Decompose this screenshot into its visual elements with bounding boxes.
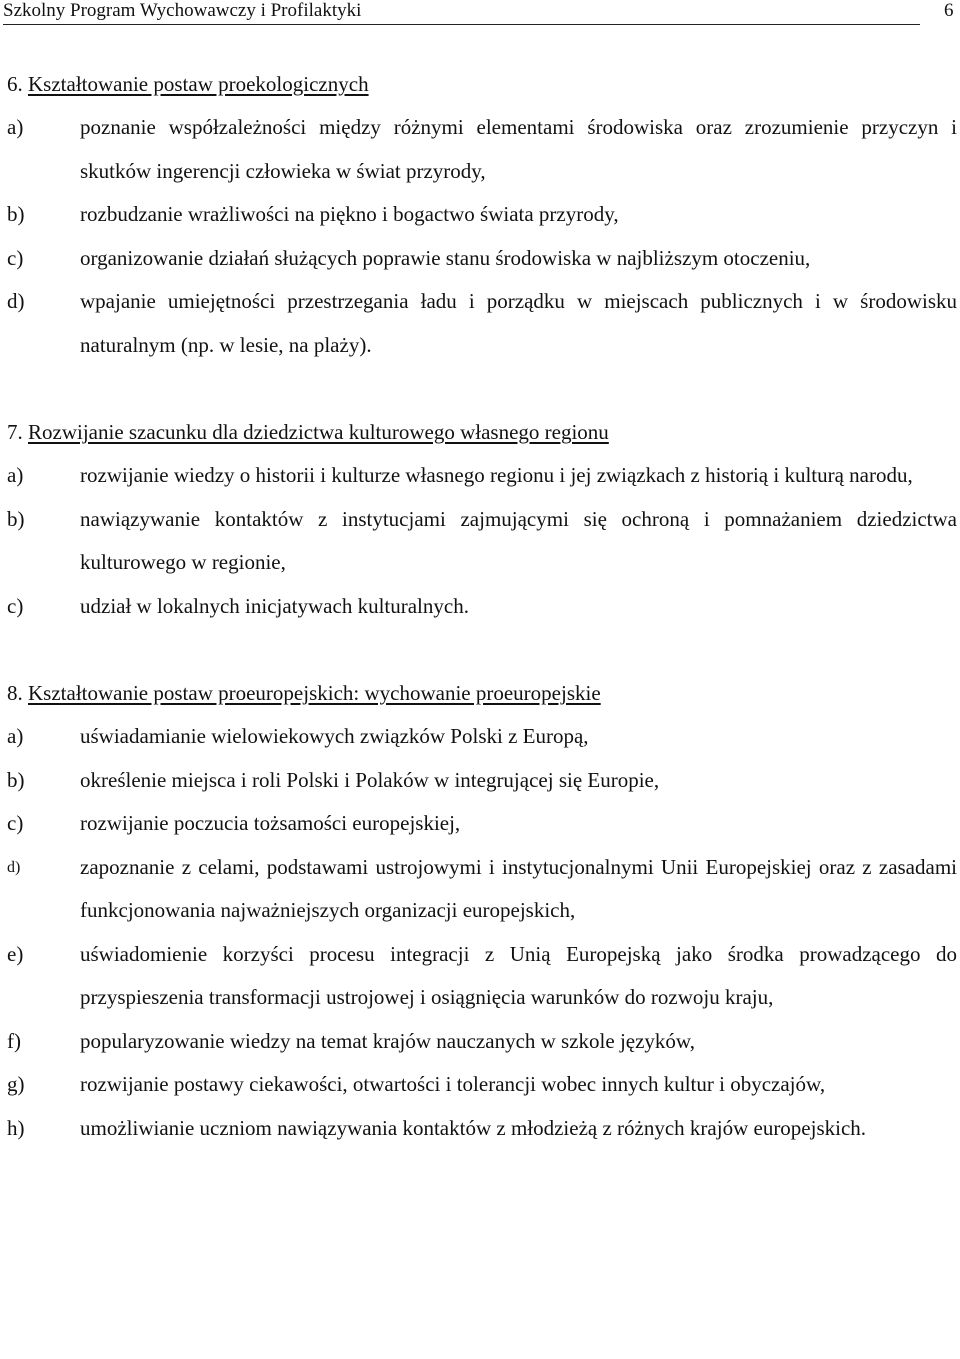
section-title [7, 63, 957, 106]
item-text: uświadamianie wielowiekowych związków Polski z Europą, [80, 724, 589, 748]
section-number: 8. [7, 681, 23, 705]
item-text: rozwijanie poczucia tożsamości europejskiej, [80, 811, 461, 835]
list-item [7, 933, 957, 1020]
item-text: popularyzowanie wiedzy na temat krajów nauczanych w szkole języków, [80, 1028, 695, 1053]
item-marker: a) [7, 724, 24, 748]
item-text: wpajanie umiejętności przestrzegania ładu i porządku w miejscach publicznych i w środowisku naturalnym (np. w lesie, na plaży). [80, 289, 957, 357]
list-item [7, 1107, 957, 1151]
item-text: organizowanie działań służących poprawie stanu środowiska w najbliższym otoczeniu, [80, 245, 811, 270]
list-item [7, 280, 957, 367]
list-item [7, 802, 957, 846]
list-item [7, 193, 957, 237]
page-header [3, 0, 954, 25]
item-marker: f) [7, 1028, 21, 1053]
item-text: rozbudzanie wrażliwości na piękno i bogactwo świata przyrody, [80, 202, 619, 226]
item-text: udział w lokalnych inicjatywach kulturalnych. [80, 593, 469, 618]
document-title: Szkolny Program Wychowawczy i Profilaktyki [3, 0, 362, 21]
item-marker: c) [7, 811, 24, 835]
item-text: zapoznanie z celami, podstawami ustrojowymi i instytucjonalnymi Unii Europejskiej oraz z zasadami funkcjonowania najważniejszych organizacji europejskich, [80, 854, 957, 922]
list-item [7, 498, 957, 585]
section-spacer [7, 367, 957, 411]
section-number: 7. [7, 420, 23, 444]
item-text: nawiązywanie kontaktów z instytucjami zajmującymi się ochroną i pomnażaniem dziedzictwa kulturowego w regionie, [80, 506, 957, 574]
item-marker: d) [7, 858, 21, 876]
section-heading: Kształtowanie postaw proekologicznych [28, 72, 369, 96]
item-marker: g) [7, 1072, 25, 1096]
item-text: uświadomienie korzyści procesu integracji z Unią Europejską jako środka prowadzącego do przyspieszenia transformacji ustrojowej i osiągnięcia warunków do rozwoju kraju, [80, 941, 957, 1009]
list-item [7, 1063, 957, 1107]
item-text: rozwijanie wiedzy o historii i kulturze własnego regionu i jej związkach z historią i kulturą narodu, [80, 463, 913, 487]
item-text: umożliwianie uczniom nawiązywania kontaktów z młodzieżą z różnych krajów europejskich. [80, 1115, 867, 1140]
item-marker: e) [7, 941, 24, 966]
list-item [7, 106, 957, 193]
section-number: 6. [7, 72, 23, 96]
section-title [7, 411, 957, 454]
item-marker: a) [7, 463, 24, 487]
list-item [7, 1020, 957, 1064]
item-marker: d) [7, 289, 25, 313]
section-6 [7, 63, 957, 367]
section-title [7, 672, 957, 715]
list-item [7, 846, 957, 933]
item-marker: c) [7, 593, 24, 618]
list-item [7, 759, 957, 803]
item-marker: b) [7, 202, 25, 226]
list-item [7, 585, 957, 629]
item-text: określenie miejsca i roli Polski i Polaków w integrującej się Europie, [80, 767, 660, 792]
item-text: rozwijanie postawy ciekawości, otwartości i tolerancji wobec innych kultur i obyczajów, [80, 1072, 826, 1096]
item-marker: h) [7, 1115, 25, 1140]
page-number: 6 [944, 0, 954, 21]
document-body [7, 63, 957, 1150]
item-marker: b) [7, 767, 25, 792]
item-marker: b) [7, 506, 25, 531]
section-7 [7, 411, 957, 628]
section-spacer [7, 628, 957, 672]
section-heading: Kształtowanie postaw proeuropejskich: wychowanie proeuropejskie [28, 681, 601, 705]
item-marker: c) [7, 245, 24, 270]
list-item [7, 715, 957, 759]
item-text: poznanie współzależności między różnymi elementami środowiska oraz zrozumienie przyczyn i skutków ingerencji człowieka w świat przyrody, [80, 115, 957, 183]
item-marker: a) [7, 115, 24, 139]
list-item [7, 237, 957, 281]
section-heading: Rozwijanie szacunku dla dziedzictwa kulturowego własnego regionu [28, 420, 609, 444]
section-8 [7, 672, 957, 1150]
list-item [7, 454, 957, 498]
